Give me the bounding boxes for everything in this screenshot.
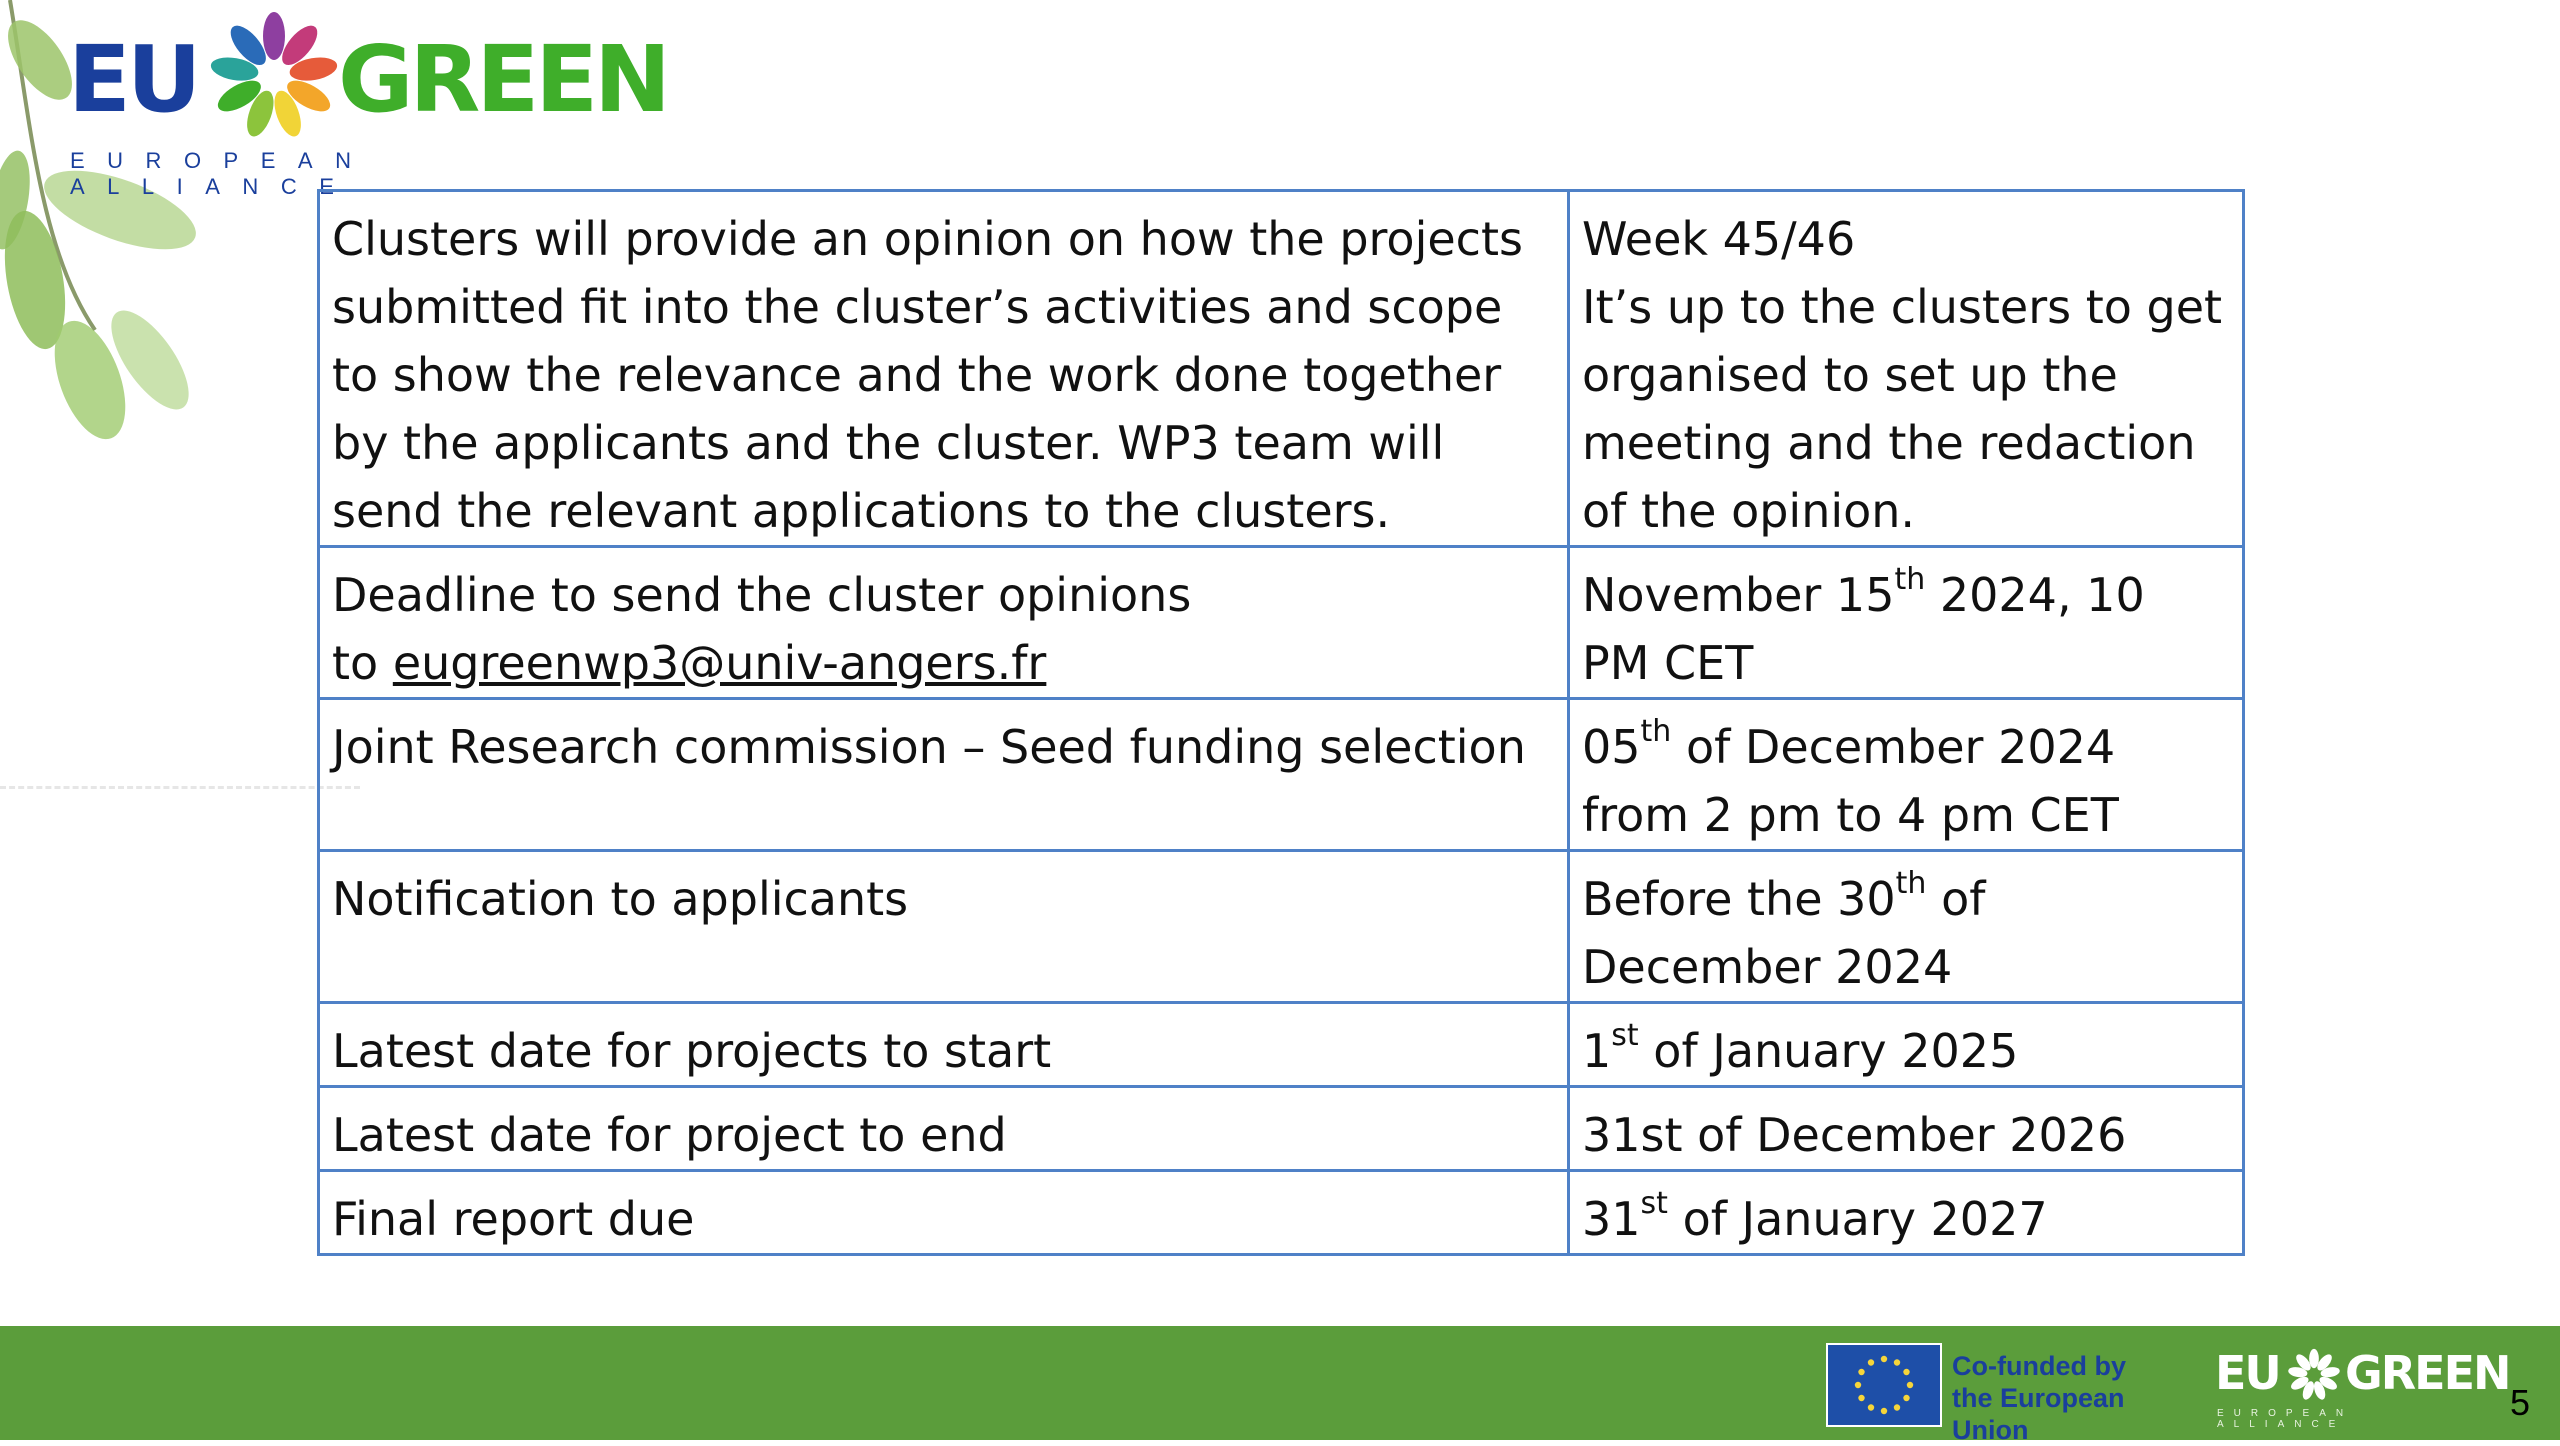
footer-logo-green-text: GREEN <box>2345 1346 2510 1400</box>
cell-text: 2024, 10 <box>1925 568 2145 622</box>
cell-line: December 2024 <box>1582 940 1953 994</box>
ordinal-suffix: th <box>1894 561 1926 597</box>
table-row <box>319 1087 2244 1171</box>
cofunded-line: the European Union <box>1952 1383 2125 1445</box>
table-row <box>319 1003 2244 1087</box>
table-cell <box>1569 191 2244 547</box>
footer-logo-subtitle: EUROPEAN ALLIANCE <box>2217 1408 2354 1430</box>
table-row <box>319 547 2244 699</box>
footer-logo-eu-text: EU <box>2215 1346 2280 1400</box>
cell-line: Clusters will provide an opinion on how the projects <box>332 212 1523 266</box>
ordinal-suffix: st <box>1640 1185 1668 1221</box>
page-number: 5 <box>2510 1382 2531 1423</box>
cell-line: Deadline to send the cluster opinions <box>332 568 1192 622</box>
cell-line <box>1582 1017 2230 1085</box>
ordinal-suffix: st <box>1611 1017 1639 1053</box>
table-cell <box>1569 1003 2244 1087</box>
logo-green-text: GREEN <box>338 26 668 133</box>
cell-line: send the relevant applications to the clusters. <box>332 484 1391 538</box>
ordinal-suffix: th <box>1640 713 1672 749</box>
cell-text: of <box>1926 872 1986 926</box>
table-cell <box>1569 851 2244 1003</box>
table-cell <box>1569 1087 2244 1171</box>
cell-text: 1 <box>1582 1024 1612 1078</box>
eu-stars-icon <box>1828 1345 1940 1425</box>
cell-line: by the applicants and the cluster. WP3 team will <box>332 416 1445 470</box>
cell-text: Before the 30 <box>1582 872 1896 926</box>
cell-line: Latest date for projects to start <box>332 1024 1052 1078</box>
cell-text: of January 2025 <box>1638 1024 2019 1078</box>
table-cell <box>319 191 1569 547</box>
table-cell <box>319 547 1569 699</box>
cell-line: Week 45/46 <box>1582 212 1856 266</box>
schedule-table <box>317 189 2245 1256</box>
flower-logo-icon <box>204 6 344 146</box>
cell-text: of December 2024 <box>1671 720 2116 774</box>
cell-line <box>1582 713 2230 781</box>
table-cell <box>319 851 1569 1003</box>
cell-text: 31 <box>1582 1192 1641 1246</box>
table-row <box>319 1171 2244 1255</box>
cell-text: of January 2027 <box>1667 1192 2048 1246</box>
cell-line: organised to set up the <box>1582 348 2118 402</box>
table-cell <box>1569 1171 2244 1255</box>
table-row <box>319 851 2244 1003</box>
eu-green-logo <box>68 6 668 199</box>
cell-text: to <box>332 636 393 690</box>
cell-text: November 15 <box>1582 568 1895 622</box>
cell-line: to show the relevance and the work done together <box>332 348 1502 402</box>
logo-subtitle: EUROPEAN ALLIANCE <box>70 148 374 199</box>
footer-bar <box>0 1326 2560 1445</box>
cell-line: 31st of December 2026 <box>1582 1108 2127 1162</box>
cell-line <box>1582 561 2230 629</box>
logo-eu-text: EU <box>68 26 198 133</box>
cofunded-line: Co-funded by <box>1952 1351 2126 1381</box>
cell-line <box>1582 865 2230 933</box>
table-cell <box>1569 547 2244 699</box>
table-cell <box>1569 699 2244 851</box>
cell-line: meeting and the redaction <box>1582 416 2196 470</box>
cell-line: Joint Research commission – Seed funding selection <box>332 720 1526 774</box>
cell-line: PM CET <box>1582 636 1754 690</box>
cell-line: It’s up to the clusters to get <box>1582 280 2223 334</box>
cell-line: submitted fit into the cluster’s activities and scope <box>332 280 1503 334</box>
table-cell <box>319 699 1569 851</box>
cell-line: from 2 pm to 4 pm CET <box>1582 788 2119 842</box>
cell-line <box>332 629 1555 697</box>
footer-eu-green-logo <box>2215 1346 2510 1430</box>
cell-line: Latest date for project to end <box>332 1108 1007 1162</box>
footer-flower-icon <box>2285 1346 2343 1404</box>
cell-line <box>1582 1185 2230 1253</box>
table-cell <box>319 1087 1569 1171</box>
table-cell <box>319 1171 1569 1255</box>
cofunded-text <box>1952 1350 2192 1446</box>
ordinal-suffix: th <box>1895 865 1927 901</box>
cell-line: Notification to applicants <box>332 872 909 926</box>
eu-flag-icon <box>1826 1343 1942 1427</box>
table-row <box>319 191 2244 547</box>
decorative-dash-line <box>0 786 360 789</box>
cell-line: Final report due <box>332 1192 695 1246</box>
table-cell <box>319 1003 1569 1087</box>
cell-line: of the opinion. <box>1582 484 1916 538</box>
cell-text: 05 <box>1582 720 1641 774</box>
table-row <box>319 699 2244 851</box>
email-link[interactable]: eugreenwp3@univ-angers.fr <box>392 636 1047 690</box>
